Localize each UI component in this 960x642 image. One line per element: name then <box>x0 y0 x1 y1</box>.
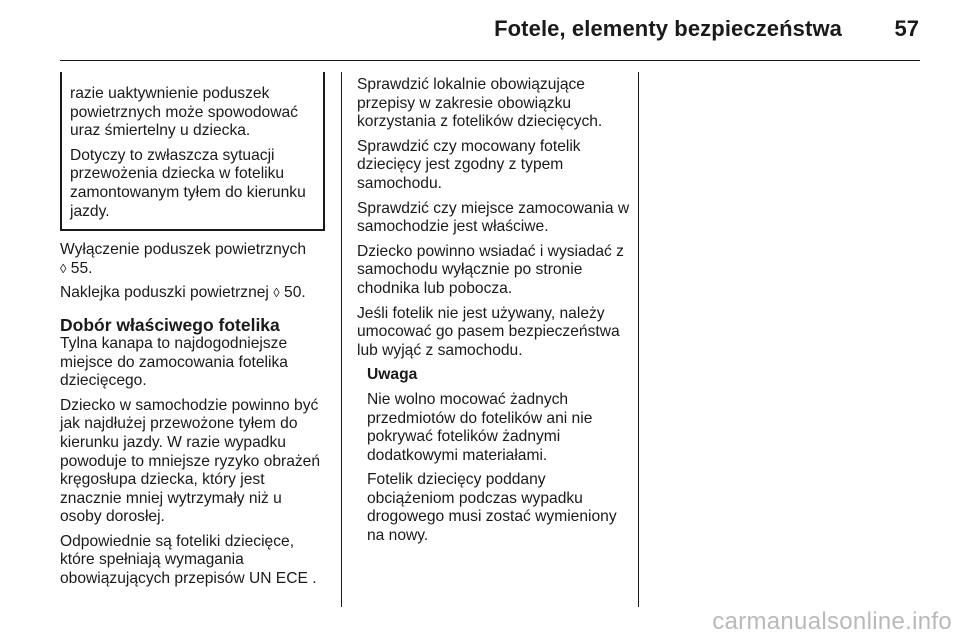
cross-reference-airbag-label: Naklejka poduszki powietrznej ◊ 50. <box>60 284 306 302</box>
section-heading: Dobór właściwego fotelika <box>60 314 280 335</box>
body-paragraph: Sprawdzić czy miejsce zamocowania w samochodzie jest właściwe. <box>357 199 630 236</box>
note-block <box>357 366 632 545</box>
column-divider-left <box>341 72 342 607</box>
reference-arrow-icon: ◊ <box>273 285 280 301</box>
body-paragraph: Sprawdzić lokalnie obowiązujące przepisy w zakresie obowiązku korzystania z fotelików dziecięcych. <box>357 76 603 131</box>
column-middle <box>357 76 632 552</box>
page-number: 57 <box>894 16 919 41</box>
note-paragraph: Fotelik dziecięcy poddany obciążeniom podczas wypadku drogowego musi zostać wymieniony na nowy. <box>367 471 617 545</box>
note-title: Uwaga <box>367 366 418 384</box>
reference-page[interactable]: 55. <box>70 259 93 277</box>
body-paragraph: Tylna kanapa to najdogodniejsze miejsce do zamocowania fotelika dziecięcego. <box>60 334 288 390</box>
body-paragraph: Sprawdzić czy mocowany fotelik dziecięcy jest zgodny z typem samochodu. <box>357 137 581 192</box>
column-divider-right <box>638 72 639 607</box>
body-paragraph: Odpowiednie są foteliki dziecięce, które spełniają wymagania obowiązujących przepisów UN ECE . <box>60 532 317 588</box>
cross-reference-airbag-deactivation: Wyłączenie poduszek powietrznych ◊ 55. <box>60 241 307 277</box>
note-paragraph: Nie wolno mocować żadnych przedmiotów do fotelików ani nie pokrywać fotelików żadnymi dodatkowymi materiałami. <box>367 390 593 464</box>
watermark: carmanualsonline.info <box>712 608 952 635</box>
column-left <box>60 60 325 595</box>
warning-paragraph: razie uaktywnienie poduszek powietrznych może spowodować uraz śmiertelny u dziecka. <box>70 85 298 140</box>
reference-arrow-icon: ◊ <box>60 260 67 276</box>
body-paragraph: Dziecko powinno wsiadać i wysiadać z samochodu wyłącznie po stronie chodnika lub pobocza. <box>357 242 624 297</box>
page-title: Fotele, elementy bezpieczeństwa <box>494 16 842 41</box>
body-paragraph: Dziecko w samochodzie powinno być jak najdłużej przewożone tyłem do kierunku jazdy. W razie wypadku powoduje to mniejsze ryzyko obrażeń kręgosłupa dziecka, który jest znacznie mniej wytrzymały niż u osoby dorosłej. <box>60 396 321 526</box>
warning-paragraph: Dotyczy to zwłaszcza sytuacji przewożenia dziecka w foteliku zamontowanym tyłem do kierunku jazdy. <box>70 146 306 220</box>
body-paragraph: Jeśli fotelik nie jest używany, należy umocować go pasem bezpieczeństwa lub wyjąć z samochodu. <box>357 304 620 359</box>
warning-box <box>60 72 325 231</box>
reference-page[interactable]: 50. <box>284 284 306 302</box>
